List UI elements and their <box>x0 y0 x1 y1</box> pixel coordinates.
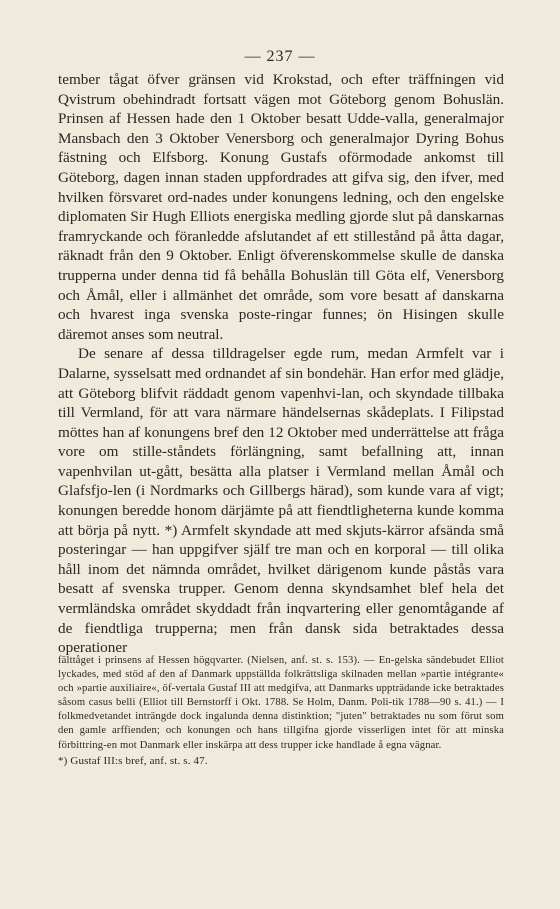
footnote-continued: fälttåget i prinsens af Hessen högqvarter. (Nielsen, anf. st. s. 153). — En-gelska sändebudet Elliot lyckades, med stöd af den af Danmark uppställda folkrättsliga skilnaden mellan »partie intégrante« och »partie auxiliaire«, öf-vertala Gustaf III att medgifva, att Danmarks uppträdande icke betraktades såsom casus belli (Elliot till Bernstorff i Okt. 1788. Se Holm, Danm. Poli-tik 1788—90 s. 41.) — I folkmedvetandet inträngde dock ingalunda denna distinktion; "juten" betraktades nu som förut som den gamle arffienden; och konungen och hans tillgifna gjorde visserligen intet för att minska förbittring-en mot Danmark eller inskärpa att dess trupper icke handlade å egna vägnar. <box>58 655 504 751</box>
paragraph-1: tember tågat öfver gränsen vid Krokstad, och efter träffningen vid Qvistrum obehindradt fortsatt vägen mot Göteborg genom Bohuslän. Prinsen af Hessen hade den 1 Oktober besatt Udde-valla, generalmajor Mansbach den 3 Oktober Venersborg och generalmajor Dyring Bohus fästning och Elfsborg. Konung Gustafs oförmodade ankomst till Göteborg, dagen innan staden uppfordrades att gifva sig, den ifver, med hvilken försvaret ord-nades under konungens ledning, och den engelske diplomaten Sir Hugh Elliots energiska medling gjorde slut på danskarnas framryckande och föranledde afslutandet af ett stillestånd på åtta dagar, räknadt från den 9 Oktober. Enligt öfverenskommelse skulle de danska trupperna under denna tid få behålla Bohuslän till Göta elf, Venersborg och Åmål, eller i allmänhet det område, som vore besatt af danskarna och hvarest inga svenska poste-ringar funnes; ön Hisingen skulle däremot anses som neutral. <box>58 71 504 343</box>
body-text <box>58 70 504 658</box>
page-number: — 237 — <box>244 48 316 65</box>
footnotes <box>58 654 504 768</box>
footnote-star: *) Gustaf III:s bref, anf. st. s. 47. <box>58 754 208 767</box>
paragraph-2: De senare af dessa tilldragelser egde rum, medan Armfelt var i Dalarne, sysselsatt med ordnandet af sin bondehär. Han erfor med glädje, att Göteborg blifvit räddadt genom vapenhvi-lan, och skyndade tillbaka till Vermland, för att vara närmare händelsernas skådeplats. I Filipstad möttes han af konungens bref den 12 Oktober med underrättelse att fråga vore om stille-ståndets förlängning, samt befallning att, innan vapenhvilan ut-gått, besätta alla platser i Vermland mellan Åmål och Glafsfjo-len (i Nordmarks och Gillbergs härad), som kunde vara af vigt; konungen beredde honom därjämte på att fiendtligheterna kunde komma att börja på nytt. *) Armfelt skyndade att med skjuts-kärror afsända små posteringar — han uppgifver själf tre man och en korporal — till olika håll inom det nämnda området, hvilket därigenom kunde påstås vara besatt af svenska trupper. Genom denna skyndsamhet blef hela det vermländska området skyddadt från inqvartering eller genomtågande af de fiendtliga trupperna; men från dansk sida betraktades dessa operationer <box>58 345 504 657</box>
